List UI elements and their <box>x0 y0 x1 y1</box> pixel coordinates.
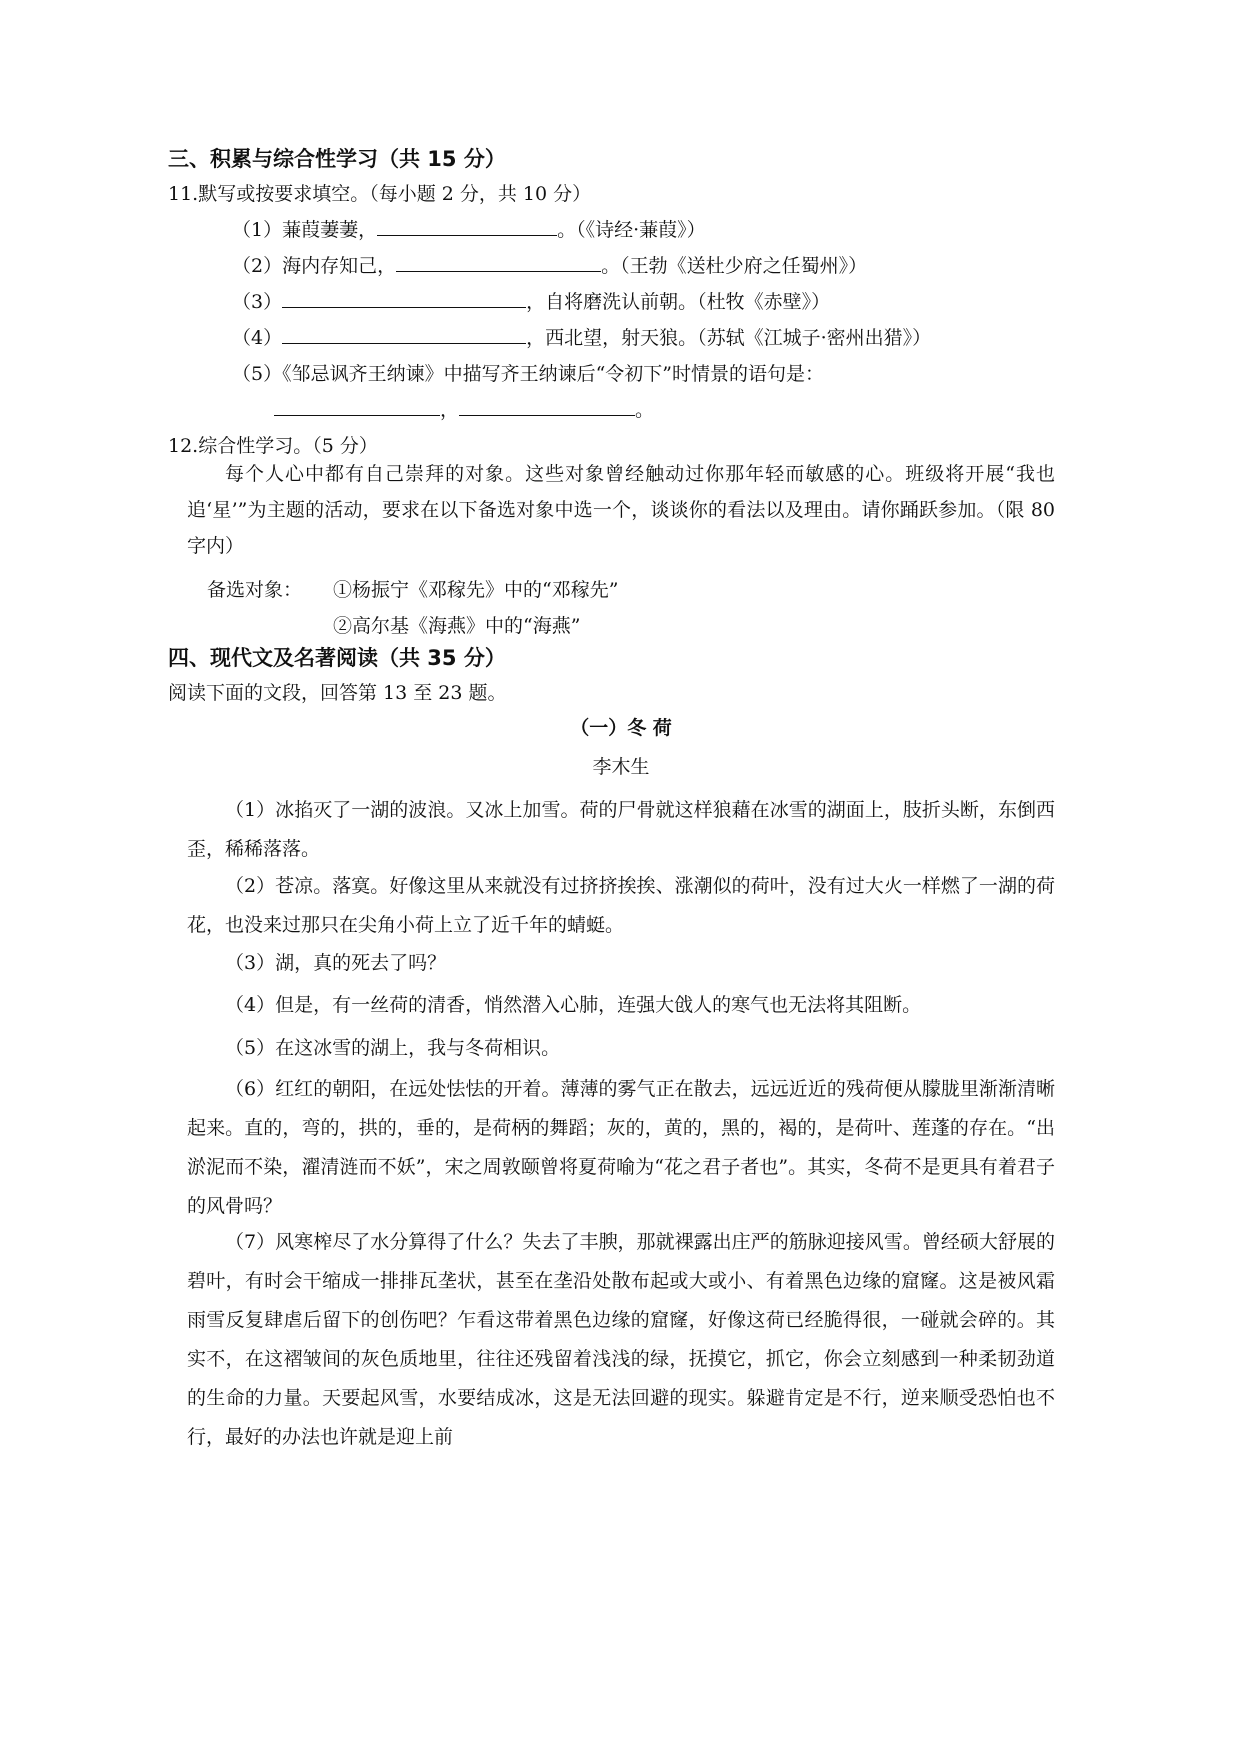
q12-options-label: 备选对象： <box>207 579 303 601</box>
article-paragraph: （4）但是，有一丝荷的清香，悄然潜入心肺，连强大戗人的寒气也无法将其阻断。 <box>225 994 922 1016</box>
q11-item-1-post: 。（《诗经·蒹葭》） <box>557 219 706 241</box>
q12-option-2: ②高尔基《海燕》中的“海燕” <box>333 615 581 637</box>
answer-blank[interactable] <box>396 253 601 272</box>
q11-item-3 <box>232 287 830 314</box>
article-author: 李木生 <box>592 756 650 778</box>
q12-stem: 12.综合性学习。（5 分） <box>168 435 378 457</box>
q12-option-1: ①杨振宁《邓稼先》中的“邓稼先” <box>333 579 619 601</box>
answer-blank[interactable] <box>282 289 526 308</box>
q12-text: 每个人心中都有自己崇拜的对象。这些对象曾经触动过你那年轻而敏感的心。班级将开展“我也追‘星’”为主题的活动，要求在以下备选对象中选一个，谈谈你的看法以及理由。请你踊跃参加。（限 80 字内） <box>187 463 1055 557</box>
article-paragraph: （7）风寒榨尽了水分算得了什么？失去了丰腴，那就裸露出庄严的筋脉迎接风雪。曾经硕大舒展的碧叶，有时会干缩成一排排瓦垄状，甚至在垄沿处散布起或大或小、有着黑色边缘的窟窿。这是被风霜雨雪反复肆虐后留下的创伤吧？乍看这带着黑色边缘的窟窿，好像这荷已经脆得很，一碰就会碎的。其实不，在这褶皱间的灰色质地里，往往还残留着浅浅的绿，抚摸它，抓它，你会立刻感到一种柔韧劲道的生命的力量。天要起风雪，水要结成冰，这是无法回避的现实。躲避肯定是不行，逆来顺受恐怕也不行，最好的办法也许就是迎上前 <box>187 1231 1055 1448</box>
q11-item-3-post: ，自将磨洗认前朝。（杜牧《赤壁》） <box>526 291 831 313</box>
q11-item-3-pre: （3） <box>232 291 283 313</box>
q11-item-4-pre: （4） <box>232 327 283 349</box>
q11-item-5-sep: ， <box>440 399 460 421</box>
q11-item-2-pre: （2）海内存知己， <box>232 255 397 277</box>
q11-item-4-post: ，西北望，射天狼。（苏轼《江城子·密州出猎》） <box>526 327 932 349</box>
q11-item-4 <box>232 323 931 350</box>
article-title: （一）冬 荷 <box>570 717 672 739</box>
q11-item-5-answer <box>274 395 654 422</box>
q11-item-1-pre: （1）蒹葭萋萋， <box>232 219 378 241</box>
q11-item-5: （5）《邹忌讽齐王纳谏》中描写齐王纳谏后“令初下”时情景的语句是： <box>232 363 825 385</box>
section-3-title: 三、积累与综合性学习（共 15 分） <box>168 147 506 171</box>
answer-blank[interactable] <box>282 325 526 344</box>
article-paragraph: （2）苍凉。落寞。好像这里从来就没有过挤挤挨挨、涨潮似的荷叶，没有过大火一样燃了一湖的荷花，也没来过那只在尖角小荷上立了近千年的蜻蜓。 <box>187 875 1055 936</box>
answer-blank[interactable] <box>459 397 635 416</box>
article-paragraph: （5）在这冰雪的湖上，我与冬荷相识。 <box>225 1037 561 1059</box>
q11-item-1 <box>232 215 706 242</box>
q11-item-2-post: 。（王勃《送杜少府之任蜀州》） <box>601 255 868 277</box>
article-paragraph: （3）湖，真的死去了吗？ <box>225 952 447 974</box>
q11-item-5-end: 。 <box>635 399 655 421</box>
q11-stem: 11.默写或按要求填空。（每小题 2 分，共 10 分） <box>168 183 592 205</box>
section-4-intro: 阅读下面的文段，回答第 13 至 23 题。 <box>168 682 507 704</box>
answer-blank[interactable] <box>274 397 440 416</box>
article-paragraph: （6）红红的朝阳，在远处怯怯的开着。薄薄的雾气正在散去，远远近近的残荷便从朦胧里渐渐清晰起来。直的，弯的，拱的，垂的，是荷柄的舞蹈；灰的，黄的，黑的，褐的，是荷叶、莲蓬的存在。“出淤泥而不染，濯清涟而不妖”，宋之周敦颐曾将夏荷喻为“花之君子者也”。其实，冬荷不是更具有着君子的风骨吗？ <box>187 1078 1055 1217</box>
section-4-title: 四、现代文及名著阅读（共 35 分） <box>168 646 506 670</box>
answer-blank[interactable] <box>377 217 557 236</box>
q11-item-2 <box>232 251 867 278</box>
article-paragraph: （1）冰掐灭了一湖的波浪。又冰上加雪。荷的尸骨就这样狼藉在冰雪的湖面上，肢折头断，东倒西歪，稀稀落落。 <box>187 799 1055 860</box>
